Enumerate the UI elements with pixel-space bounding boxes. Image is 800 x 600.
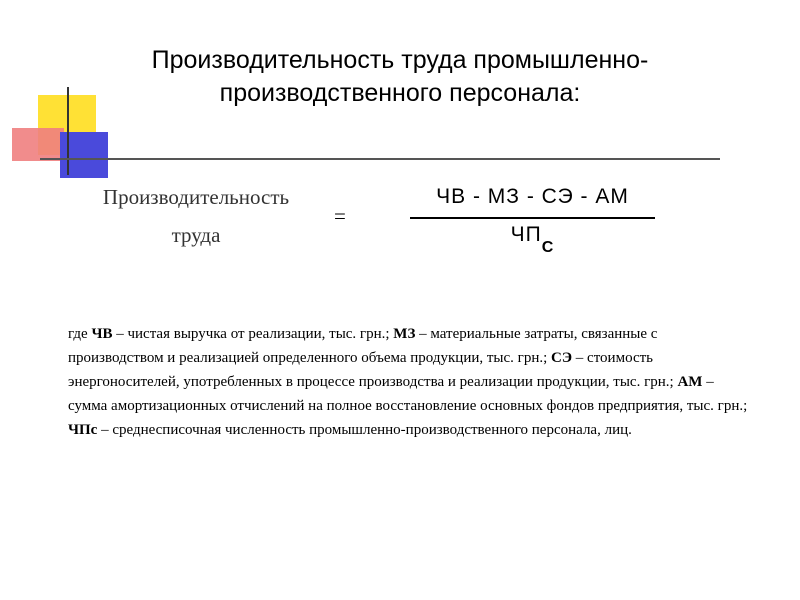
formula-left-line2: труда [171,223,221,247]
legend-term-am: АМ [677,374,703,390]
formula-fraction [410,185,655,256]
legend-desc-mz: – материальные затраты, связанные с производством и реализацией определенного объема продукции, тыс. грн.; [68,326,658,366]
legend-term-se: СЭ [551,350,573,366]
legend-term-mz: МЗ [393,326,416,342]
legend-desc-chv: – чистая выручка от реализации, тыс. грн.; [112,326,394,342]
fraction-bar [410,217,655,219]
formula-numerator: ЧВ - МЗ - СЭ - АМ [436,185,629,208]
legend-desc-chps: – среднесписочная численность промышленно-производственного персонала, лиц. [97,422,632,438]
legend-term-chv: ЧВ [91,326,113,342]
legend-desc-se: – стоимость энергоносителей, употребленных в процессе производства и реализации продукции, тыс. грн.; [68,350,678,390]
formula-denominator [410,222,655,256]
formula-left-line1: Производительность [102,185,290,209]
legend-desc-am: – сумма амортизационных отчислений на полное восстановление основных фондов предприятия, тыс. грн.; [68,374,748,414]
decor-vertical-line [67,87,69,175]
denominator-main: ЧП [510,222,542,246]
legend-intro: где [68,326,92,342]
slide-title: Производительность труда промышленно-производственного персонала: [151,46,649,107]
denominator-subscript: С [541,238,555,256]
legend-term-chps: ЧПс [68,422,98,438]
formula-legend [68,322,748,442]
title-divider [40,158,720,160]
formula-left-side [66,178,326,254]
decor-red-square [12,128,64,161]
formula-equals: = [334,204,346,228]
